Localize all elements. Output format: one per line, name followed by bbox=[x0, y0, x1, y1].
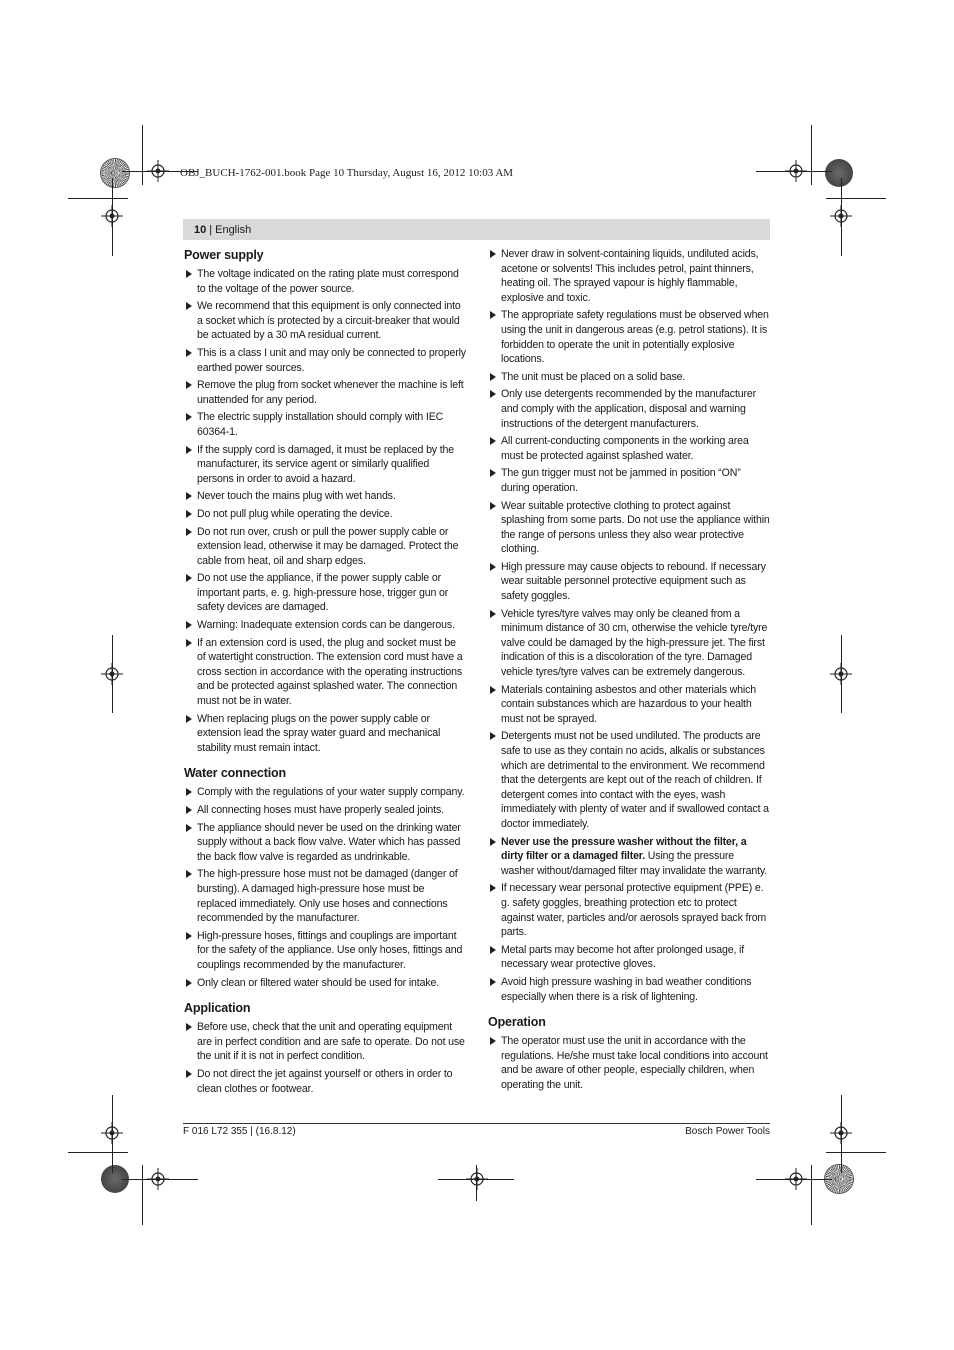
bullet-triangle-icon bbox=[490, 563, 496, 571]
list-item-text: This is a class I unit and may only be connected to properly earthed power sources. bbox=[197, 346, 466, 374]
list-item-text: Metal parts may become hot after prolonged usage, if necessary wear protective gloves. bbox=[501, 943, 745, 971]
crop-mark bbox=[811, 1165, 812, 1225]
list-item bbox=[183, 712, 466, 756]
list-item bbox=[487, 683, 770, 727]
section-operation bbox=[487, 1014, 770, 1092]
list-item-text: Warning: Inadequate extension cords can be dangerous. bbox=[197, 619, 455, 632]
footer-brand: Bosch Power Tools bbox=[685, 1126, 770, 1137]
list-item-text: All current-conducting components in the working area must be protected against splashed water. bbox=[501, 435, 749, 462]
list-item-text: Avoid high pressure washing in bad weather conditions especially when there is a risk of lightening. bbox=[501, 975, 752, 1003]
list-item-text: The gun trigger must not be jammed in position “ON” during operation. bbox=[501, 467, 741, 494]
bullet-triangle-icon bbox=[186, 270, 192, 278]
list-item-text: Do not use the appliance, if the power supply cable or important parts, e. g. high-pressure hose, trigger gun or safety devices are damaged. bbox=[197, 572, 449, 614]
list-item bbox=[487, 943, 770, 972]
list-item bbox=[183, 821, 466, 865]
list-item bbox=[487, 387, 770, 431]
list-item bbox=[487, 1034, 770, 1092]
bullet-triangle-icon bbox=[186, 870, 192, 878]
bullet-triangle-icon bbox=[186, 492, 192, 500]
list-item-text: The appliance should never be used on the drinking water supply without a back flow valve. Water which has passed the back flow valve is regarded as undrinkable. bbox=[197, 821, 461, 863]
list-item-text: Never touch the mains plug with wet hands. bbox=[197, 490, 396, 503]
list-item-text: The unit must be placed on a solid base. bbox=[501, 370, 686, 383]
list-item bbox=[487, 607, 770, 680]
bullet-triangle-icon bbox=[490, 610, 496, 618]
list-item bbox=[183, 299, 466, 343]
bullet-triangle-icon bbox=[186, 824, 192, 832]
list-item bbox=[487, 881, 770, 939]
right-column bbox=[487, 247, 770, 1099]
list-item bbox=[183, 507, 466, 522]
list-item bbox=[487, 247, 770, 305]
registration-mark-icon bbox=[830, 663, 852, 685]
color-bar-dark bbox=[825, 159, 853, 187]
list-item-text: Materials containing asbestos and other materials which contain substances which are hazardous to your health must not be sprayed. bbox=[501, 683, 756, 725]
list-item-text: If an extension cord is used, the plug and socket must be of watertight construction. The extension cord must have a cross section in accordance with the operating instructions and be protected against splashed water. The connection must not be in water. bbox=[197, 636, 463, 708]
list-item-text: Do not run over, crush or pull the power supply cable or extension lead, otherwise it may be damaged. Protect the cable from heat, oil and sharp edges. bbox=[197, 525, 459, 567]
list-item-text: High pressure may cause objects to rebound. If necessary wear suitable personnel protective equipment such as safety goggles. bbox=[501, 560, 766, 603]
list-item-text: The appropriate safety regulations must be observed when using the unit in dangerous areas (e.g. petrol stations). It is forbidden to operate the unit in potentially explosive locations. bbox=[501, 309, 769, 366]
bullet-triangle-icon bbox=[186, 639, 192, 647]
crop-mark bbox=[811, 125, 812, 185]
list-item bbox=[183, 443, 466, 487]
list-item bbox=[183, 976, 466, 991]
list-item bbox=[183, 525, 466, 569]
bullet-triangle-icon bbox=[186, 446, 192, 454]
bullet-triangle-icon bbox=[490, 437, 496, 445]
bullet-triangle-icon bbox=[490, 469, 496, 477]
bullet-triangle-icon bbox=[186, 1023, 192, 1031]
list-item-text: If necessary wear personal protective equipment (PPE) e. g. safety goggles, breathing protection etc to protect against water, particles and/or aerosols sprayed back from parts. bbox=[501, 882, 767, 939]
list-item-text: The operator must use the unit in accordance with the regulations. He/she must take local conditions into account and be aware of other people, especially children, when operating the unit. bbox=[501, 1035, 768, 1091]
bullet-triangle-icon bbox=[186, 381, 192, 389]
list-item bbox=[487, 975, 770, 1004]
print-slug-line: OBJ_BUCH-1762-001.book Page 10 Thursday, August 16, 2012 10:03 AM bbox=[180, 167, 514, 179]
left-column bbox=[183, 247, 466, 1103]
section-heading: Application bbox=[184, 1001, 251, 1016]
bullet-triangle-icon bbox=[490, 946, 496, 954]
bullet-triangle-icon bbox=[490, 732, 496, 740]
crop-mark bbox=[142, 125, 143, 185]
list-item-text: When replacing plugs on the power supply cable or extension lead the spray water guard and mechanical stability must remain intact. bbox=[197, 712, 441, 754]
list-item-text: Remove the plug from socket whenever the machine is left unattended for any period. bbox=[197, 379, 464, 406]
registration-mark-icon bbox=[830, 1122, 852, 1144]
bullet-triangle-icon bbox=[186, 574, 192, 582]
registration-mark-icon bbox=[147, 160, 169, 182]
list-item-text: We recommend that this equipment is only connected into a socket which is protected by a circuit-breaker that would be actuated by a 30 mA residual current. bbox=[197, 300, 461, 342]
header-separator: | bbox=[209, 223, 213, 236]
list-item-text: Only clean or filtered water should be used for intake. bbox=[197, 976, 440, 989]
bullet-triangle-icon bbox=[186, 788, 192, 796]
section-heading: Operation bbox=[488, 1015, 546, 1030]
list-item-text: Detergents must not be used undiluted. The products are safe to use as they contain no acids, alkalis or substances which are detrimental to the environment. We recommend that the detergents are kept out of the reach of children. If detergent comes into contact with the eyes, wash immediately with plenty of water and if swallowed contact a doctor immediately. bbox=[501, 730, 769, 830]
right-bullet-list bbox=[487, 881, 770, 1004]
list-item-text: Never draw in solvent-containing liquids, undiluted acids, acetone or solvents! This includes petrol, paint thinners, heating oil. The sprayed vapour is highly flammable, explosive and toxic. bbox=[501, 248, 759, 304]
registration-mark-icon bbox=[101, 205, 123, 227]
bullet-triangle-icon bbox=[186, 349, 192, 357]
list-item bbox=[487, 466, 770, 495]
bullet-triangle-icon bbox=[186, 715, 192, 723]
section bbox=[183, 247, 466, 755]
list-item bbox=[487, 308, 770, 366]
bullet-triangle-icon bbox=[186, 302, 192, 310]
crop-mark bbox=[68, 198, 128, 199]
registration-mark-icon bbox=[466, 1168, 488, 1190]
bullet-triangle-icon bbox=[490, 1037, 496, 1045]
list-item bbox=[183, 867, 466, 925]
list-item bbox=[183, 378, 466, 407]
list-item-text: The voltage indicated on the rating plate must correspond to the voltage of the power source. bbox=[197, 268, 459, 295]
header-language: English bbox=[215, 223, 252, 236]
bullet-triangle-icon bbox=[186, 413, 192, 421]
list-item-text: Only use detergents recommended by the manufacturer and comply with the application, disposal and warning instructions of the detergent manufacturers. bbox=[501, 388, 756, 430]
crop-mark bbox=[68, 1152, 128, 1153]
page-number: 10 bbox=[194, 223, 207, 236]
list-item-text: All connecting hoses must have properly sealed joints. bbox=[197, 804, 444, 816]
list-item-text: Before use, check that the unit and operating equipment are in perfect condition and are safe to operate. Do not use the unit if it is not in perfect condition. bbox=[197, 1021, 465, 1063]
list-item-text: Do not pull plug while operating the device. bbox=[197, 507, 393, 520]
section bbox=[183, 1000, 466, 1096]
registration-mark-icon bbox=[785, 1168, 807, 1190]
bullet-triangle-icon bbox=[490, 311, 496, 319]
list-item bbox=[183, 636, 466, 709]
registration-mark-icon bbox=[101, 1122, 123, 1144]
right-bullet-list bbox=[487, 835, 770, 879]
bullet-triangle-icon bbox=[186, 621, 192, 629]
list-item bbox=[183, 489, 466, 504]
list-item bbox=[487, 729, 770, 831]
bullet-triangle-icon bbox=[490, 978, 496, 986]
color-bar-light bbox=[101, 159, 129, 187]
list-item-text: Comply with the regulations of your water supply company. bbox=[197, 786, 465, 799]
bullet-triangle-icon bbox=[490, 250, 496, 258]
right-bullet-list bbox=[487, 247, 770, 832]
list-item-text: High-pressure hoses, fittings and couplings are important for the safety of the appliance. Use only hoses, fittings and couplings recommended by the manufacturer. bbox=[197, 929, 463, 971]
list-item bbox=[183, 267, 466, 296]
bullet-triangle-icon bbox=[186, 806, 192, 814]
bullet-triangle-icon bbox=[490, 686, 496, 694]
section-heading: Water connection bbox=[184, 766, 287, 781]
list-item-text: The electric supply installation should comply with IEC 60364-1. bbox=[197, 411, 444, 438]
list-item-text: If the supply cord is damaged, it must be replaced by the manufacturer, its service agent or similarly qualified persons in order to avoid a hazard. bbox=[197, 443, 455, 485]
list-item bbox=[183, 1020, 466, 1064]
registration-mark-icon bbox=[785, 160, 807, 182]
bullet-triangle-icon bbox=[490, 390, 496, 398]
warning-bold-text: Never use the pressure washer without the filter, a dirty filter or a damaged filter. bbox=[501, 835, 747, 863]
bullet-triangle-icon bbox=[490, 884, 496, 892]
list-item bbox=[487, 370, 770, 385]
list-item bbox=[183, 929, 466, 973]
operation-bullet-list bbox=[487, 1034, 770, 1092]
bullet-triangle-icon bbox=[186, 979, 192, 987]
bullet-list bbox=[183, 267, 466, 755]
list-item bbox=[487, 499, 770, 557]
bullet-triangle-icon bbox=[490, 838, 496, 846]
list-item bbox=[183, 618, 466, 633]
list-item bbox=[183, 785, 466, 800]
bullet-triangle-icon bbox=[490, 502, 496, 510]
bullet-triangle-icon bbox=[186, 1070, 192, 1078]
bullet-triangle-icon bbox=[186, 932, 192, 940]
bullet-triangle-icon bbox=[186, 528, 192, 536]
list-item bbox=[487, 434, 770, 463]
list-item-text: Vehicle tyres/tyre valves may only be cleaned from a minimum distance of 30 cm, otherwise the vehicle tyre/tyre valve could be damaged by the high-pressure jet. The first indication of this is a discoloration of the tyre. Damaged vehicle tyres/tyre valves can be extremely dangerous. bbox=[501, 607, 768, 679]
bullet-triangle-icon bbox=[490, 373, 496, 381]
registration-mark-icon bbox=[830, 205, 852, 227]
section bbox=[183, 765, 466, 990]
registration-mark-icon bbox=[101, 663, 123, 685]
list-item bbox=[183, 1067, 466, 1096]
list-item bbox=[487, 560, 770, 604]
list-item-text: Wear suitable protective clothing to protect against splashing from some parts. Do not use the appliance within the range of persons unless they also wear protective clothing. bbox=[501, 499, 770, 556]
list-item bbox=[183, 346, 466, 375]
section-heading: Power supply bbox=[184, 248, 264, 262]
list-item bbox=[183, 803, 466, 818]
crop-mark bbox=[826, 198, 886, 199]
list-item bbox=[183, 571, 466, 615]
bullet-list bbox=[183, 785, 466, 990]
list-item-text: Do not direct the jet against yourself or others in order to clean clothes or footwear. bbox=[197, 1067, 453, 1095]
bullet-triangle-icon bbox=[186, 510, 192, 518]
list-item bbox=[487, 835, 770, 879]
registration-mark-icon bbox=[147, 1168, 169, 1190]
crop-mark bbox=[826, 1152, 886, 1153]
warning-text: Using the pressure washer without/damaged filter may invalidate the warranty. bbox=[501, 850, 768, 877]
crop-mark bbox=[142, 1165, 143, 1225]
page-header bbox=[183, 219, 770, 240]
footer-doc-code: F 016 L72 355 | (16.8.12) bbox=[183, 1126, 296, 1137]
list-item bbox=[183, 410, 466, 439]
list-item-text: The high-pressure hose must not be damaged (danger of bursting). A damaged high-pressure hose must be replaced immediately. Only use hoses and connections recommended by the manufacturer. bbox=[197, 868, 458, 925]
bullet-list bbox=[183, 1020, 466, 1096]
footer-rule bbox=[183, 1123, 770, 1124]
